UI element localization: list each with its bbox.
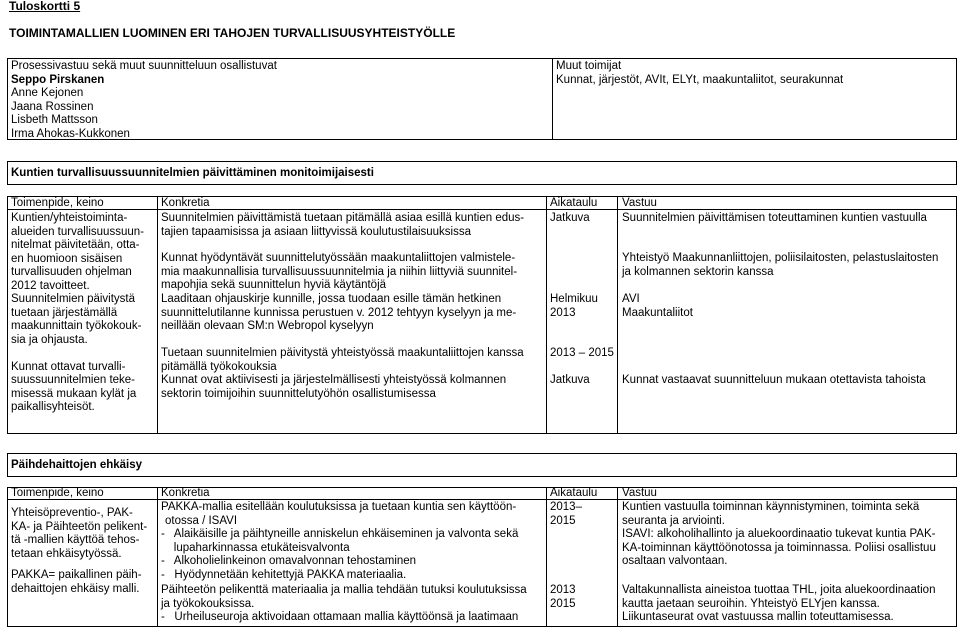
s2-row1-vastuu — [622, 501, 936, 569]
vastuu-line: Maakuntaliitot — [622, 306, 693, 319]
section1-header-vastuu: Vastuu — [622, 197, 657, 209]
aikataulu-line: 2013– — [550, 501, 582, 513]
konkretia-line: suunnittelutilanne kunnissa perustuen v. 2012 tehtyyn kyselyyn ja me- — [161, 306, 517, 319]
measure-line: suussuunnitelmien teke- — [11, 374, 136, 386]
s1-row2-vastuu — [622, 252, 938, 279]
measure-line: maakunnittain työkokouk- — [11, 320, 142, 332]
s1-row4-konkretia — [161, 347, 524, 374]
konkretia-line: Päihteetön pelikenttä materiaalia ja mallia tehdään tutuksi koulutuksissa — [161, 584, 527, 596]
konkretia-line: mia maakunnallisia turvallisuussuunnitelmia ja niihin liittyviä suunnitel- — [161, 265, 518, 278]
konkretia-line: lupaharkinnassa etukäteisvalvonta — [161, 541, 350, 554]
vastuu-line: KA-toiminnan käyttöönotossa ja toiminnassa. Poliisi osallistuu — [622, 541, 936, 554]
konkretia-line: otossa / ISAVI — [165, 514, 238, 527]
s1-row2-konkretia — [161, 252, 517, 293]
aikataulu-line: Helmikuu — [550, 293, 598, 305]
s2-row1-konkretia — [161, 501, 518, 582]
konkretia-line: pitämällä työkokouksia — [161, 360, 277, 373]
responsible-member: Irma Ahokas-Kukkonen — [11, 127, 130, 140]
section2-header-aikataulu: Aikataulu — [550, 487, 598, 499]
konkretia-line: Laaditaan ohjauskirje kunnille, jossa tuodaan esille tämän hetkinen — [161, 293, 502, 305]
section2-header-konkretia: Konkretia — [161, 487, 210, 499]
s1-row5-aikataulu: Jatkuva — [550, 374, 590, 386]
s2-row1-aikataulu — [550, 501, 582, 528]
section2-title: Päihdehaittojen ehkäisy — [11, 459, 143, 471]
konkretia-line: Suunnitelmien päivittämistä tuetaan pitämällä asiaa esillä kuntien edus- — [161, 212, 525, 224]
section2-title-box — [7, 453, 957, 477]
aikataulu-line: 2015 — [550, 514, 576, 527]
s2-row2-aikataulu — [550, 584, 576, 611]
measure-line: misessä mukaan kylät ja — [11, 387, 137, 400]
section2-header-vastuu: Vastuu — [622, 487, 657, 499]
measure-line: turvallisuuden ohjelman — [11, 266, 132, 278]
vastuu-line: AVI — [622, 293, 640, 305]
measure-line: Kuntien/yhteistoiminta- — [11, 212, 128, 224]
aikataulu-line: 2013 — [550, 584, 576, 596]
s1-row1-aikataulu: Jatkuva — [550, 212, 590, 224]
others-label: Muut toimijat — [556, 60, 622, 72]
responsible-cell — [11, 60, 277, 141]
responsible-member: Jaana Rossinen — [11, 100, 94, 113]
section1-measure — [11, 212, 144, 415]
konkretia-line: sektorin toimijoihin suunnittelutyöhön osallistumisessa — [161, 387, 436, 400]
konkretia-line: tajien tapaamisissa ja asiaan liittyvissä koulutustilaisuuksissa — [161, 225, 472, 238]
vastuu-line: Yhteistyö Maakunnanliittojen, poliisilaitosten, pelastuslaitosten — [622, 252, 939, 264]
measure-line: PAKKA= paikallinen päih- — [11, 569, 142, 581]
measure-line: tetaan ehkäisytyössä. — [11, 547, 122, 560]
responsible-member: Lisbeth Mattsson — [11, 114, 98, 126]
section1-header-aikataulu: Aikataulu — [550, 197, 598, 209]
vastuu-line: ja kolmannen sektorin kanssa — [622, 265, 774, 278]
s1-row3-aikataulu — [550, 293, 598, 320]
others-text: Kunnat, järjestöt, AVIt, ELYt, maakuntaliitot, seurakunnat — [556, 73, 844, 86]
vastuu-line: Liikuntaseurat ovat vastuussa mallin toteuttamisessa. — [622, 611, 894, 623]
responsible-label: Prosessivastuu sekä muut suunnitteluun osallistuvat — [11, 60, 277, 72]
aikataulu-line: 2013 — [550, 306, 576, 319]
document-title: Tuloskortti 5 — [9, 0, 81, 13]
measure-line: sia ja ohjausta. — [11, 333, 88, 346]
vastuu-line: Kuntien vastuulla toiminnan käynnistyminen, toiminta sekä — [622, 501, 920, 513]
konkretia-line: ja työkokouksissa. — [161, 597, 255, 610]
vastuu-line: osaltaan valvontaan. — [622, 555, 728, 567]
s1-row1-vastuu: Suunnitelmien päivittämisen toteuttaminen kuntien vastuulla — [622, 212, 927, 224]
s1-row3-konkretia — [161, 293, 516, 334]
konkretia-line: Kunnat ovat aktiivisesti ja järjestelmällisesti yhteistyössä kolmannen — [161, 374, 507, 386]
measure-line: dehaittojen ehkäisy malli. — [11, 582, 140, 595]
others-cell — [556, 60, 843, 87]
measure-line: Kunnat ottavat turvalli- — [11, 360, 126, 373]
s1-row1-konkretia — [161, 212, 524, 239]
konkretia-line: - Alkoholielinkeinon omavalvonnan tehostaminen — [161, 555, 417, 567]
section1-header-toimenpide: Toimenpide, keino — [11, 197, 104, 209]
konkretia-line: - Alaikäisille ja päihtyneille anniskelun ehkäiseminen ja valvonta sekä — [161, 528, 519, 540]
measure-line — [11, 347, 144, 361]
vastuu-line: kautta jaetaan seuroihin. Yhteistyö ELYjen kanssa. — [622, 597, 880, 610]
konkretia-line: PAKKA-mallia esitellään koulutuksissa ja tuetaan kuntia sen käyttöön- — [161, 501, 517, 513]
vastuu-line: Valtakunnallista aineistoa tuottaa THL, joita aluekoordinaation — [622, 584, 936, 596]
measure-line: alueiden turvallisuussuun- — [11, 225, 144, 238]
measure-line: nitelmat päivitetään, otta- — [11, 239, 140, 251]
measure-line: en huomioon sisäisen — [11, 252, 123, 265]
measure-line — [11, 561, 147, 569]
responsible-lead: Seppo Pirskanen — [11, 73, 105, 86]
section2-header-toimenpide: Toimenpide, keino — [11, 487, 104, 499]
s2-row2-vastuu — [622, 584, 935, 625]
document-heading: TOIMINTAMALLIEN LUOMINEN ERI TAHOJEN TURVALLISUUSYHTEISTYÖLLE — [9, 26, 456, 40]
vastuu-line: ISAVI: alkoholihallinto ja aluekoordinaatio tukevat kuntia PAK- — [622, 528, 936, 540]
responsible-member: Anne Kejonen — [11, 87, 84, 99]
s2-row2-konkretia — [161, 584, 527, 625]
konkretia-line: Kunnat hyödyntävät suunnittelutyössään maakuntaliittojen valmistele- — [161, 252, 516, 264]
measure-line: KA- ja Päihteetön pelikent- — [11, 520, 148, 533]
section1-header-konkretia: Konkretia — [161, 197, 210, 209]
measure-line: 2012 tavoitteet. — [11, 279, 90, 292]
konkretia-line: mapohjia sekä suunnittelun hyviä käytäntöjä — [161, 279, 387, 291]
measure-line: Yhteisöpreventio-, PAK- — [11, 507, 133, 519]
s1-row3-vastuu — [622, 293, 693, 320]
konkretia-line: neillään olevaan SM:n Webropol kyselyyn — [161, 320, 374, 332]
section2-measure — [11, 507, 147, 596]
s1-row5-konkretia — [161, 374, 506, 401]
konkretia-line: Tuetaan suunnitelmien päivitystä yhteistyössä maakuntaliittojen kanssa — [161, 347, 524, 359]
aikataulu-line: 2015 — [550, 597, 576, 610]
konkretia-line: - Hyödynnetään kehitettyjä PAKKA materiaalia. — [161, 568, 407, 581]
vastuu-line: seuranta ja arviointi. — [622, 514, 725, 527]
konkretia-line: - Urheiluseuroja aktivoidaan ottamaan mallia käyttöönsä ja laatimaan — [161, 611, 519, 623]
measure-line: paikallisyhteisöt. — [11, 401, 95, 413]
measure-line: Suunnitelmien päivitystä — [11, 293, 136, 305]
s1-row5-vastuu: Kunnat vastaavat suunnitteluun mukaan otettavista tahoista — [622, 374, 926, 386]
measure-line: tuetaan järjestämällä — [11, 306, 118, 319]
measure-line: tä -mallien käyttöä tehos- — [11, 534, 140, 546]
section1-title: Kuntien turvallisuussuunnitelmien päivittäminen monitoimijaisesti — [11, 167, 374, 179]
s1-row4-aikataulu: 2013 – 2015 — [550, 347, 614, 359]
